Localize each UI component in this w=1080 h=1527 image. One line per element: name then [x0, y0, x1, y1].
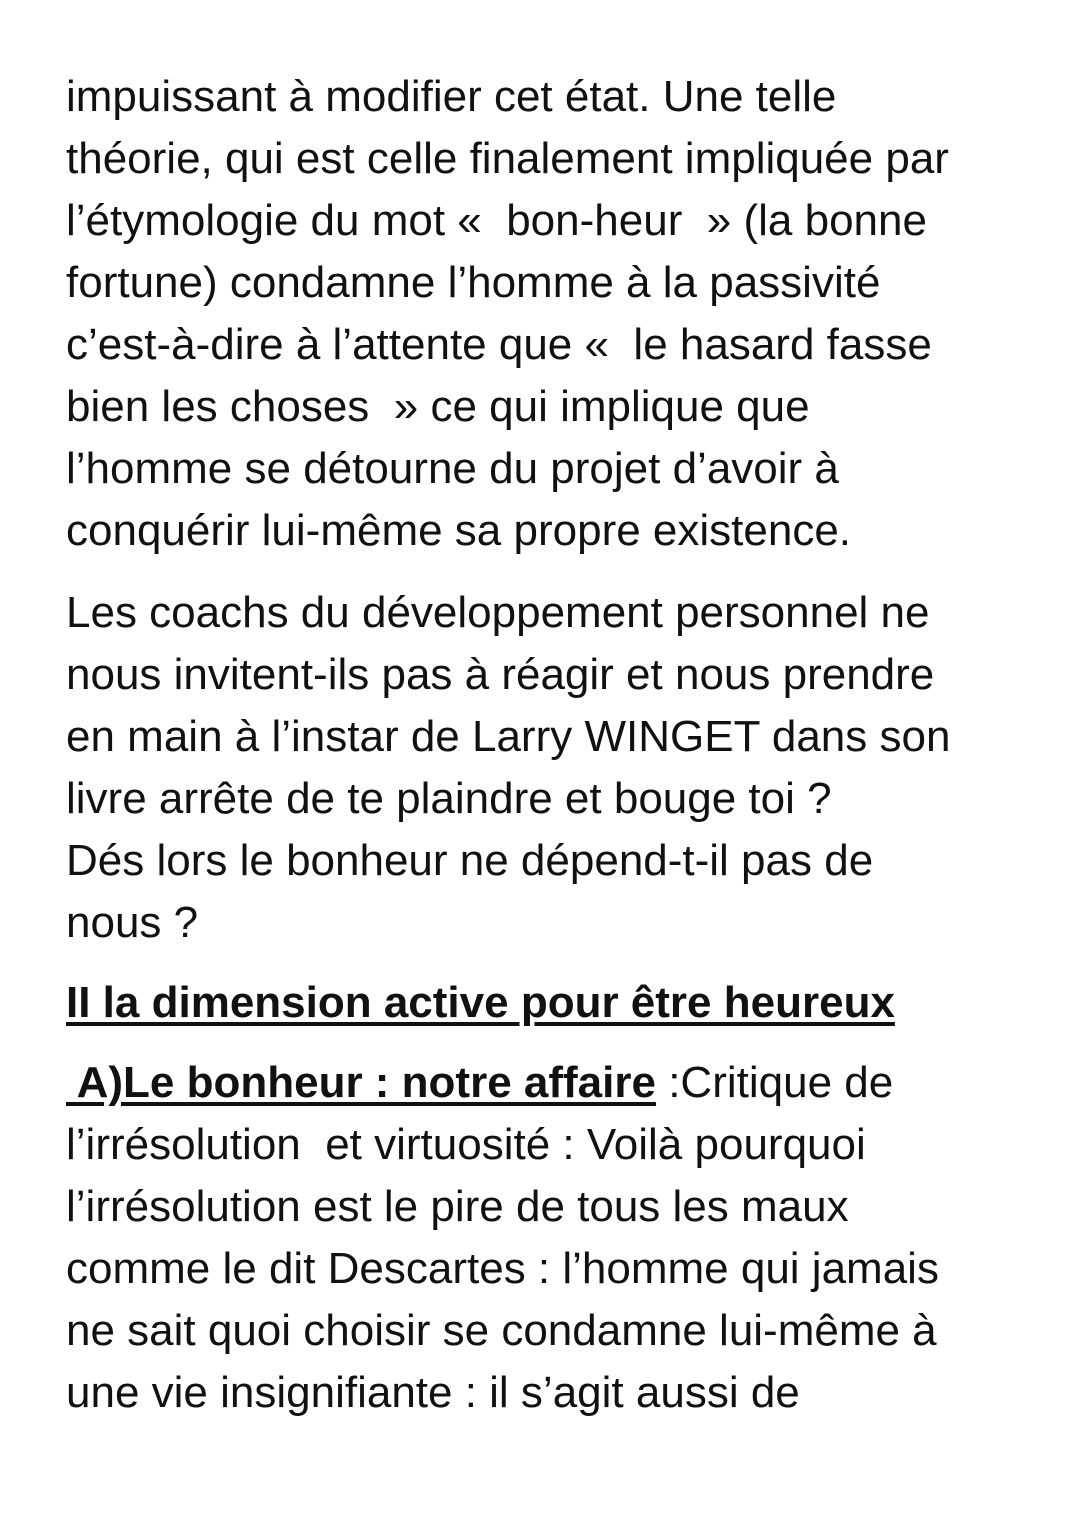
text-line: nous invitent-ils pas à réagir et nous prendre: [66, 650, 935, 699]
text-line: impuissant à modifier cet état. Une telle: [66, 72, 837, 121]
text-line: conquérir lui-même sa propre existence.: [66, 506, 852, 555]
text-line: l’homme se détourne du projet d’avoir à: [66, 444, 839, 493]
subsection-title-rest: :Critique de: [655, 1058, 894, 1107]
text-line: l’irrésolution et virtuosité : Voilà pourquoi: [66, 1120, 866, 1169]
text-line: ne sait quoi choisir se condamne lui-même à: [66, 1306, 937, 1355]
section-heading: II la dimension active pour être heureux: [66, 978, 895, 1027]
text-line: théorie, qui est celle finalement impliquée par: [66, 134, 949, 183]
text-line: Les coachs du développement personnel ne: [66, 588, 930, 637]
document-page: [66, 66, 1056, 1424]
text-line: bien les choses » ce qui implique que: [66, 382, 810, 431]
text-line: l’étymologie du mot « bon-heur » (la bonne: [66, 196, 927, 245]
text-line: une vie insignifiante : il s’agit aussi de: [66, 1368, 800, 1417]
subsection-first-line: [66, 1052, 1056, 1114]
paragraph-bonheur-affaire: [66, 1052, 1056, 1424]
paragraph-passivity: [66, 66, 1056, 562]
subsection-title: A)Le bonheur : notre affaire: [66, 1058, 656, 1107]
text-line: livre arrête de te plaindre et bouge toi ?: [66, 774, 832, 823]
text-line: Dés lors le bonheur ne dépend-t-il pas de: [66, 836, 874, 885]
text-line: l’irrésolution est le pire de tous les maux: [66, 1182, 849, 1231]
text-line: c’est-à-dire à l’attente que « le hasard fasse: [66, 320, 932, 369]
text-line: en main à l’instar de Larry WINGET dans son: [66, 712, 951, 761]
text-line: comme le dit Descartes : l’homme qui jamais: [66, 1244, 939, 1293]
text-line: nous ?: [66, 898, 199, 947]
text-line: fortune) condamne l’homme à la passivité: [66, 258, 881, 307]
paragraph-coachs: [66, 582, 1056, 954]
